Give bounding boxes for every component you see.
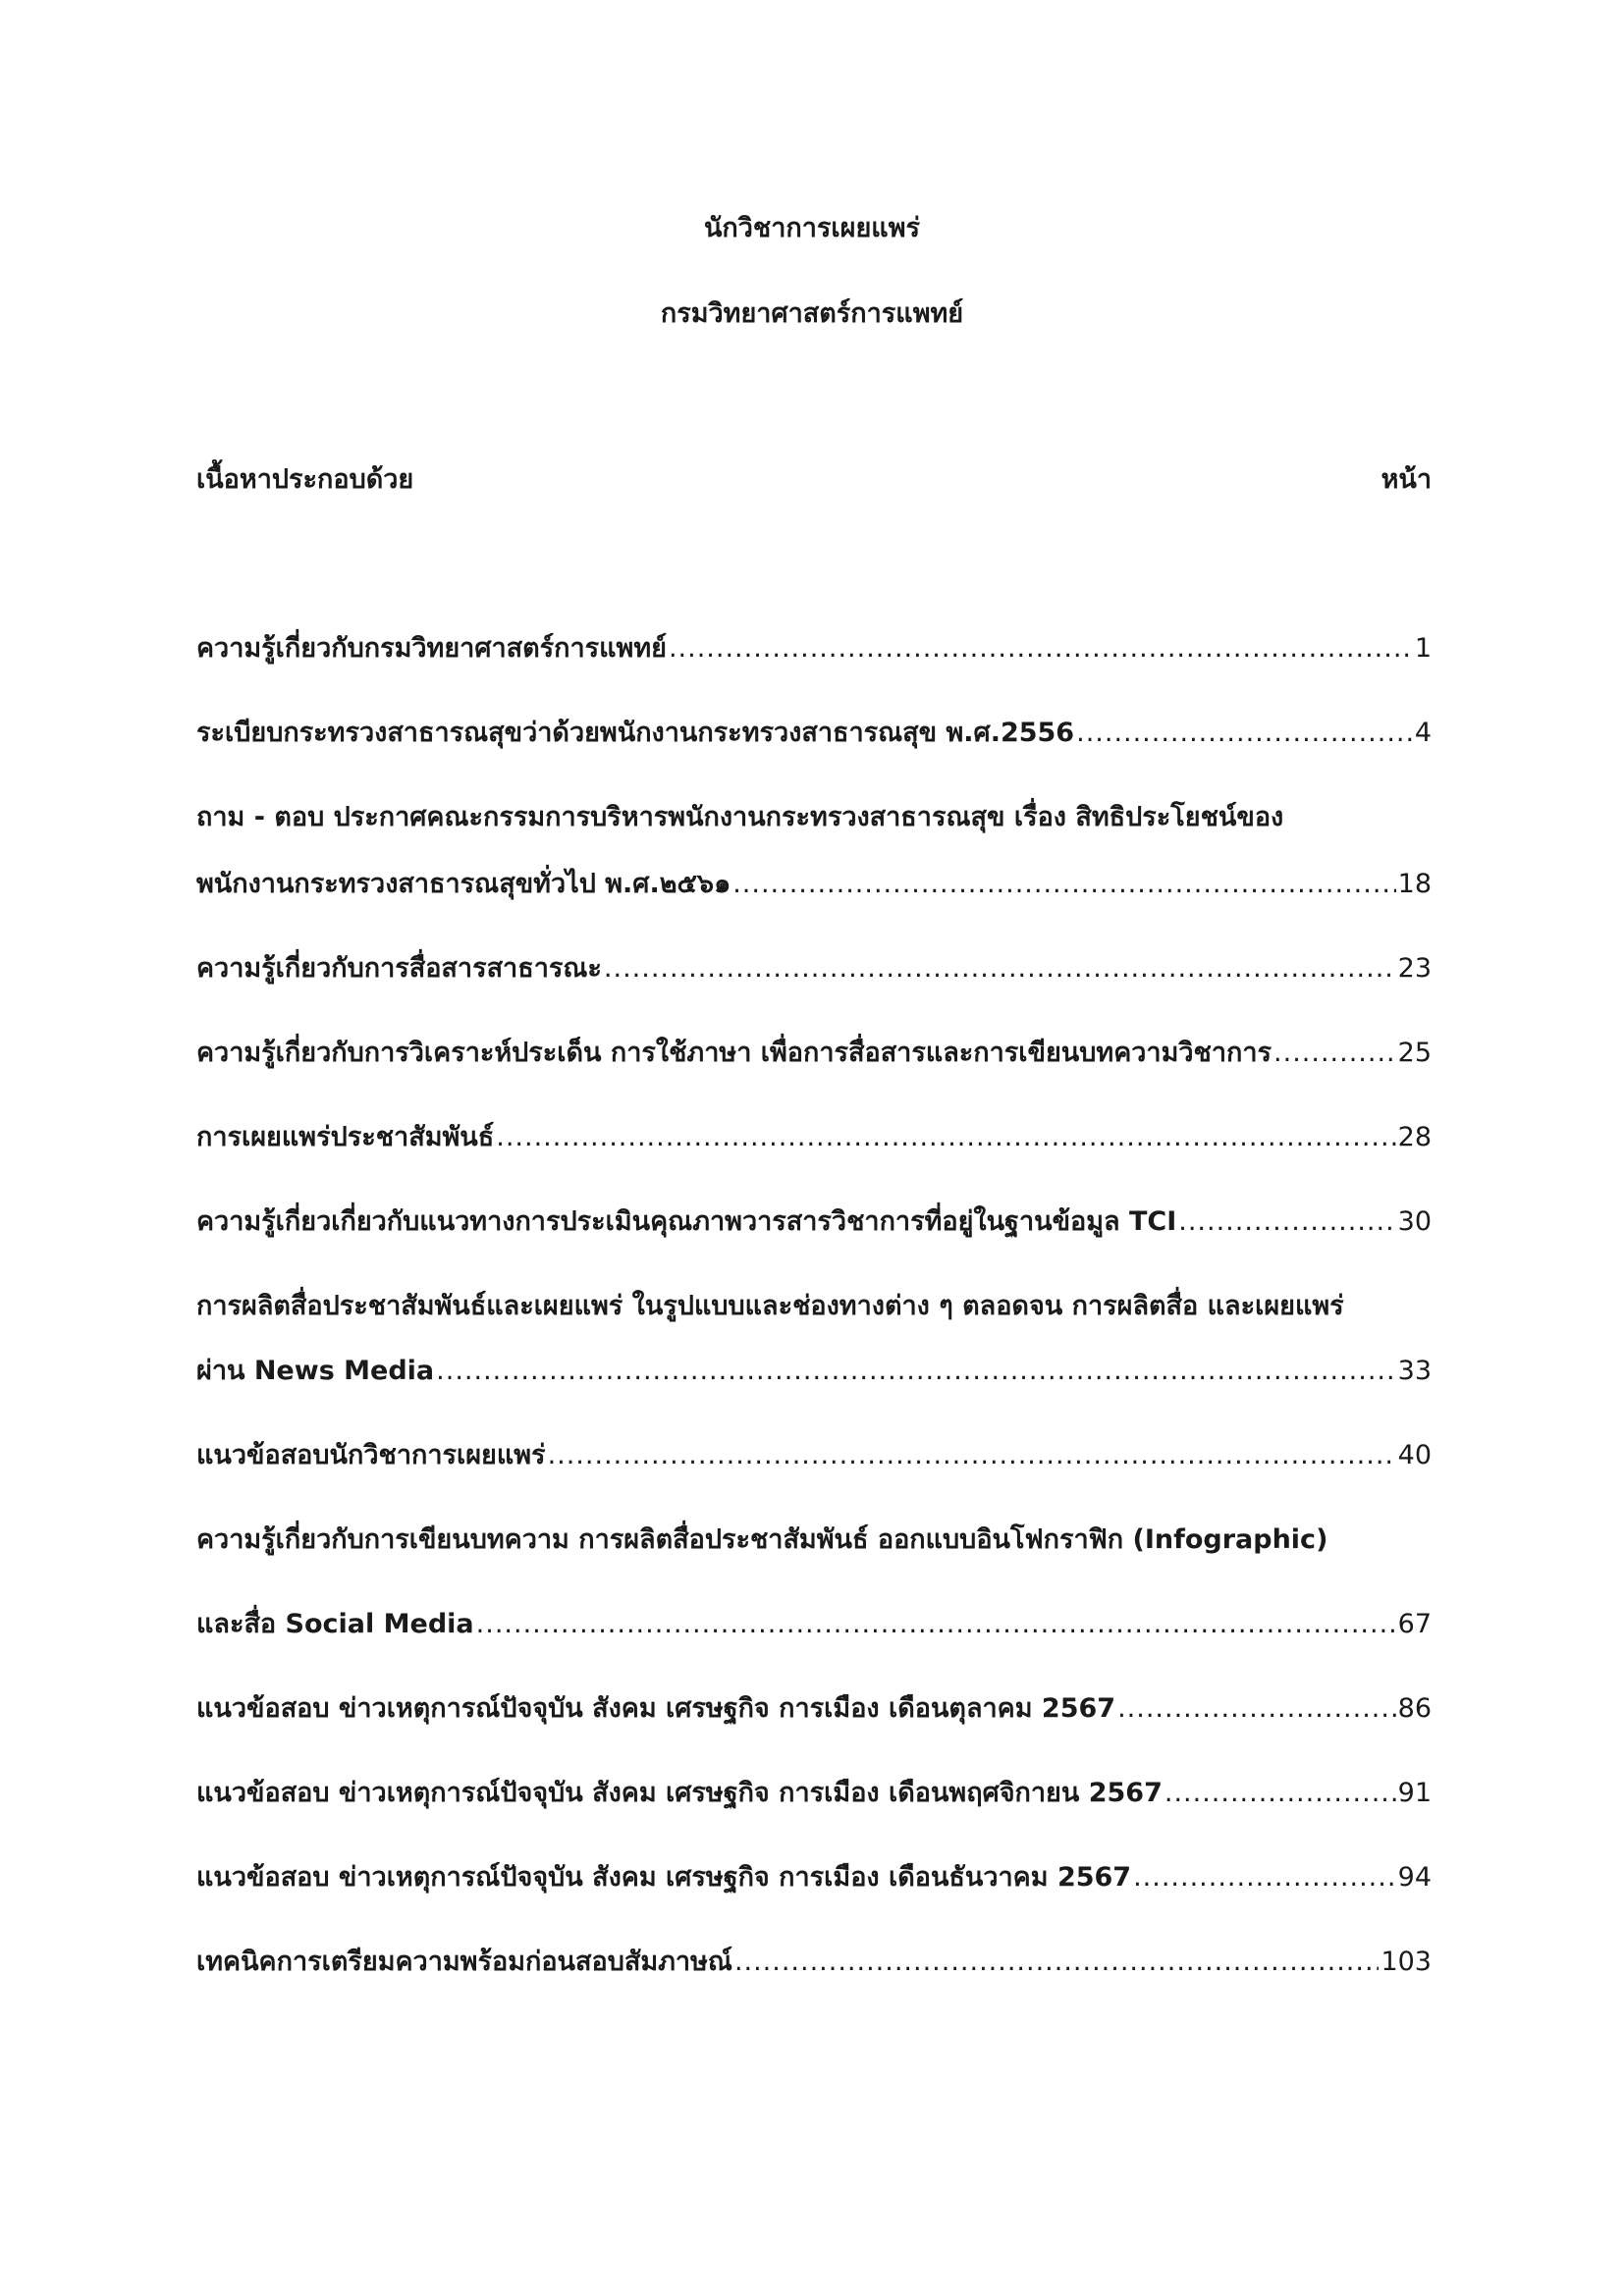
toc-entry-page: 4 [1414,718,1432,748]
toc-entry-label: แนวข้อสอบ ข่าวเหตุการณ์ปัจจุบัน สังคม เศรษฐกิจ การเมือง เดือนธันวาคม 2567 [196,1862,1132,1893]
toc-entry-label: ระเบียบกระทรวงสาธารณสุขว่าด้วยพนักงานกระทรวงสาธารณสุข พ.ศ.2556 [196,718,1075,748]
toc-leader-dots [604,953,1396,984]
toc-entry-label: แนวข้อสอบ ข่าวเหตุการณ์ปัจจุบัน สังคม เศรษฐกิจ การเมือง เดือนพฤศจิกายน 2567 [196,1778,1163,1808]
toc-leader-dots [1164,1778,1396,1808]
toc-entry [196,1349,1432,1391]
contents-label: เนื้อหาประกอบด้วย [196,464,414,495]
toc-entry-label: และสื่อ Social Media [196,1609,474,1639]
toc-entry [196,946,1432,988]
toc-entry [196,626,1432,668]
toc-entry-page: 33 [1397,1356,1432,1386]
toc-entry-page: 25 [1397,1038,1432,1068]
toc-entry [196,862,1432,904]
toc-leader-dots [548,1440,1396,1470]
toc-entry-page: 40 [1397,1440,1432,1470]
toc-entry-page: 94 [1397,1862,1432,1893]
toc-entry-label: ผ่าน News Media [196,1356,435,1386]
toc-entry [196,1771,1432,1813]
toc-entry-page: 86 [1397,1693,1432,1724]
toc-entry-label: แนวข้อสอบ ข่าวเหตุการณ์ปัจจุบัน สังคม เศรษฐกิจ การเมือง เดือนตุลาคม 2567 [196,1693,1116,1724]
toc-entry [196,1855,1432,1897]
toc-entry-label: การเผยแพร่ประชาสัมพันธ์ [196,1122,495,1152]
toc-entry [196,1686,1432,1729]
toc-entry-label: ความรู้เกี่ยวกับการวิเคราะห์ประเด็น การใช้ภาษา เพื่อการสื่อสารและการเขียนบทความวิชาการ [196,1038,1272,1068]
toc-leader-dots [1117,1693,1396,1724]
toc-entry-page: 18 [1397,869,1432,899]
toc-entry-label-line1: ความรู้เกี่ยวกับการเขียนบทความ การผลิตสื่อประชาสัมพันธ์ ออกแบบอินโฟกราฟิก (Infographic) [196,1524,1328,1555]
toc-leader-dots [734,1947,1380,1977]
toc-entry-label-line1: การผลิตสื่อประชาสัมพันธ์และเผยแพร่ ในรูปแบบและช่องทางต่าง ๆ ตลอดจน การผลิตสื่อ และเผยแพร่ [196,1291,1344,1321]
toc-entry-page: 30 [1397,1206,1432,1237]
toc-leader-dots [1133,1862,1396,1893]
toc-entry-page: 103 [1380,1947,1432,1977]
document-subtitle: กรมวิทยาศาสตร์การแพทย์ [660,298,964,329]
toc-leader-dots [732,869,1395,899]
toc-heading [196,457,1432,500]
page-label: หน้า [1380,464,1432,495]
toc-entry-label: ความรู้เกี่ยวกับการสื่อสารสาธารณะ [196,953,602,984]
toc-leader-dots [1178,1206,1395,1237]
toc-entry-page: 91 [1397,1778,1432,1808]
toc-leader-dots [1076,718,1413,748]
toc-entry-label: พนักงานกระทรวงสาธารณสุขทั่วไป พ.ศ.๒๕๖๑ [196,869,731,899]
toc-entry [196,1200,1432,1242]
toc-leader-dots [496,1122,1395,1152]
toc-entry-page: 67 [1397,1609,1432,1639]
toc-leader-dots [476,1609,1396,1639]
toc-entry [196,1940,1432,1982]
toc-leader-dots [669,633,1413,664]
toc-entry-label-line1: ถาม - ตอบ ประกาศคณะกรรมการบริหารพนักงานกระทรวงสาธารณสุข เรื่อง สิทธิประโยชน์ของ [196,802,1284,832]
document-title: นักวิชาการเผยแพร่ [703,213,921,243]
toc-entry [196,1433,1432,1475]
toc-entry-page: 1 [1414,633,1432,664]
toc-entry [196,1602,1432,1644]
toc-entry [196,1031,1432,1073]
toc-entry-label: เทคนิคการเตรียมความพร้อมก่อนสอบสัมภาษณ์ [196,1947,732,1977]
toc-entry-page: 23 [1397,953,1432,984]
toc-leader-dots [1273,1038,1396,1068]
toc-entry-label: ความรู้เกี่ยวกับกรมวิทยาศาสตร์การแพทย์ [196,633,667,664]
toc-entry-label: แนวข้อสอบนักวิชาการเผยแพร่ [196,1440,546,1470]
toc-entry-page: 28 [1397,1122,1432,1152]
toc-entry [196,711,1432,753]
toc-entry-label: ความรู้เกี่ยวเกี่ยวกับแนวทางการประเมินคุณภาพวารสารวิชาการที่อยู่ในฐานข้อมูล TCI [196,1206,1177,1237]
toc-entry [196,1115,1432,1157]
toc-leader-dots [436,1356,1395,1386]
